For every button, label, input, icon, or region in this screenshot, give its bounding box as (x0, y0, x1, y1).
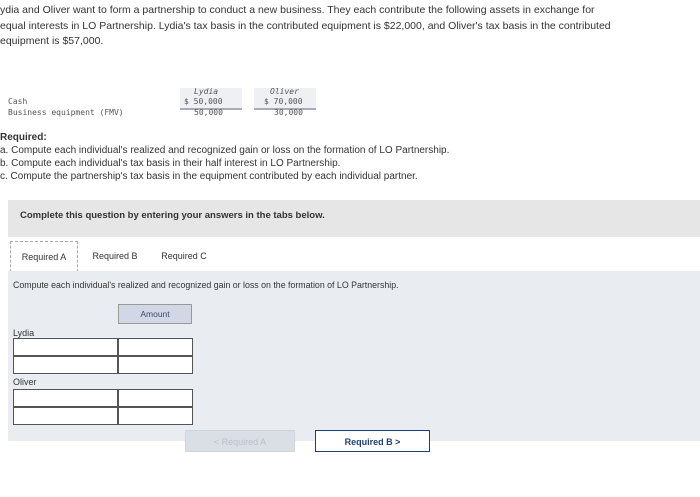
givens-row-equipment-oliver: 30,000 (274, 108, 303, 117)
givens-header-oliver: Oliver (270, 87, 299, 96)
next-required-b-button[interactable]: Required B > (315, 430, 430, 452)
prev-required-a-button[interactable]: < Required A (185, 430, 295, 452)
oliver-amount-input-2[interactable] (118, 407, 193, 425)
required-b-text: b. Compute each individual's tax basis in their half interest in LO Partnership. (0, 158, 341, 169)
answer-panel (8, 271, 700, 441)
tab-bar (8, 241, 700, 271)
oliver-amount-input[interactable] (118, 389, 193, 407)
amount-column-header: Amount (118, 304, 192, 324)
givens-row-equipment-label: Business equipment (FMV) (8, 108, 124, 117)
required-list (0, 131, 449, 183)
instruction-text: Complete this question by entering your answers in the tabs below. (20, 210, 325, 221)
intro-line-3: equipment is $57,000. (0, 35, 104, 47)
required-title: Required: (0, 132, 47, 143)
lydia-amount-input[interactable] (118, 338, 193, 356)
tab-required-c[interactable]: Required C (161, 251, 207, 261)
intro-line-2: equal interests in LO Partnership. Lydia's tax basis in the contributed equipment is $22,000, and Oliver's tax basis in the contributed (0, 19, 611, 32)
lydia-amount-input-2[interactable] (118, 356, 193, 374)
givens-row-cash-oliver: $ 70,000 (264, 97, 303, 106)
panel-prompt: Compute each individual's realized and recognized gain or loss on the formation of LO Partnership. (13, 280, 399, 290)
givens-row-equipment-lydia: 50,000 (194, 108, 223, 117)
givens-row-cash-lydia: $ 50,000 (184, 97, 223, 106)
givens-row-cash-label: Cash (8, 97, 28, 106)
oliver-label-input-2[interactable] (13, 407, 118, 425)
instruction-banner (8, 200, 700, 237)
givens-header-lydia: Lydia (194, 87, 219, 96)
row-label-lydia: Lydia (13, 328, 35, 338)
intro-line-1: ydia and Oliver want to form a partnership to conduct a new business. They each contribute the following assets in exchange for (0, 4, 595, 16)
required-c-text: c. Compute the partnership's tax basis in the equipment contributed by each individual partner. (0, 171, 418, 182)
lydia-label-input-2[interactable] (13, 356, 118, 374)
tab-required-b[interactable]: Required B (92, 251, 138, 261)
problem-intro (0, 3, 690, 50)
tab-required-a[interactable]: Required A (10, 241, 78, 272)
required-a-text: a. Compute each individual's realized and recognized gain or loss on the formation of LO Partnership. (0, 145, 450, 156)
row-label-oliver: Oliver (13, 377, 37, 387)
lydia-label-input[interactable] (13, 338, 118, 356)
oliver-label-input[interactable] (13, 389, 118, 407)
